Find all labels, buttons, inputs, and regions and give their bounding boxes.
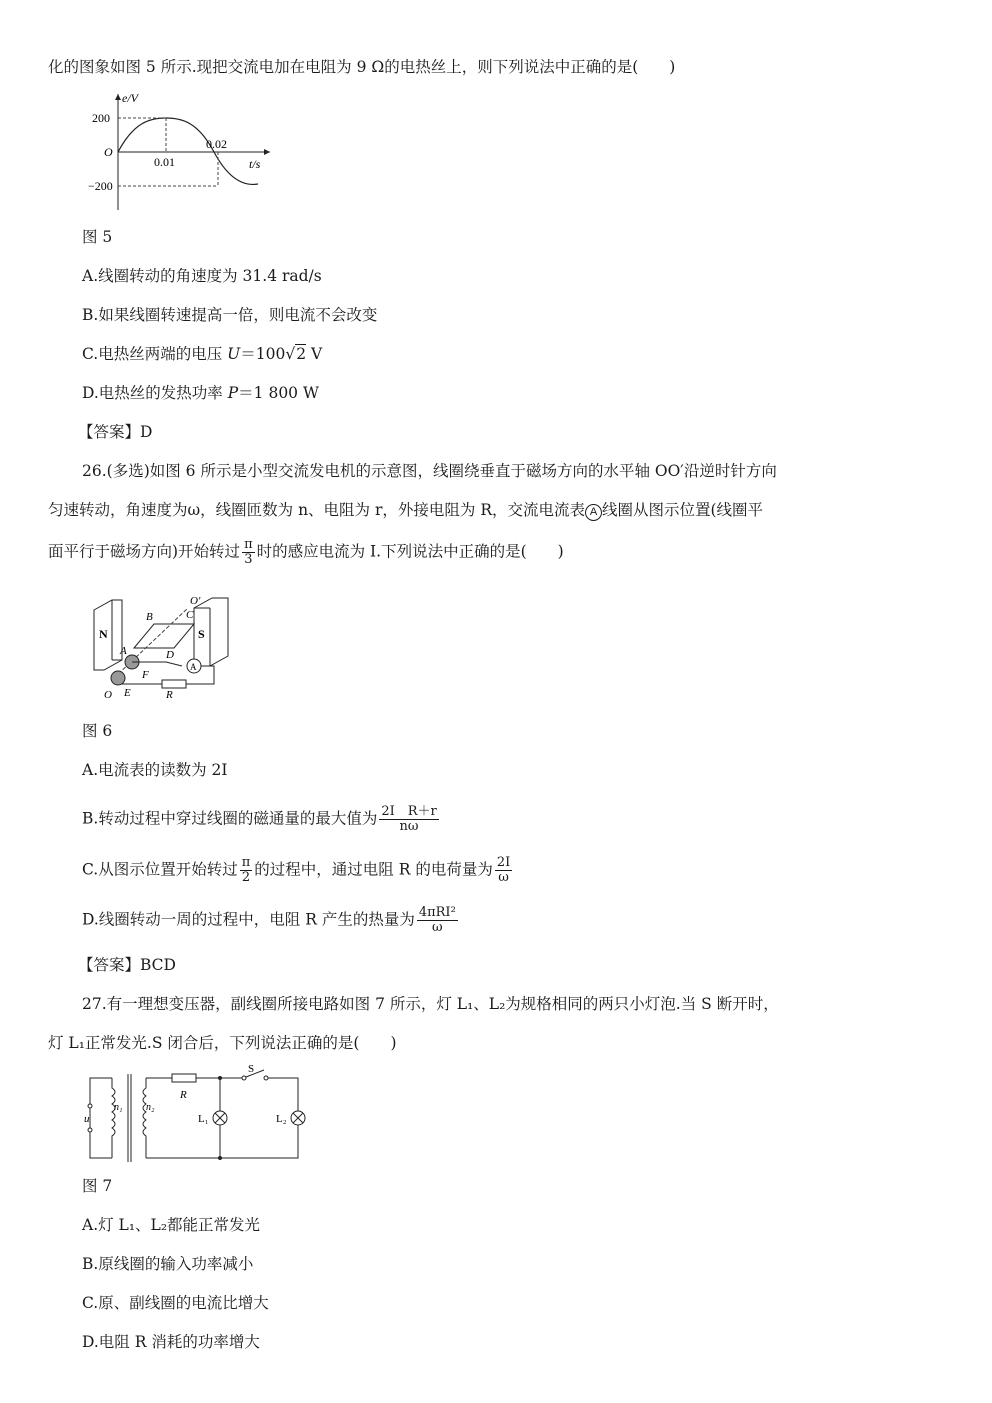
label-n2: n₂ bbox=[146, 1102, 155, 1113]
label-s: S bbox=[248, 1063, 255, 1075]
q27-stem-line2: 灯 L₁正常发光.S 闭合后，下列说法正确的是( ) bbox=[48, 1034, 397, 1052]
label-a: A bbox=[120, 645, 127, 657]
x-tick-001: 0.01 bbox=[154, 155, 175, 169]
label-l1: L₁ bbox=[198, 1113, 209, 1125]
q27-option-d: D.电阻 R 消耗的功率增大 bbox=[82, 1333, 260, 1351]
label-e: E bbox=[124, 687, 131, 699]
label-b: B bbox=[146, 611, 153, 623]
ammeter-label: A bbox=[190, 662, 197, 672]
label-l2: L₂ bbox=[276, 1113, 287, 1125]
q26-option-a: A.电流表的读数为 2I bbox=[82, 761, 228, 779]
magnet-n-label: N bbox=[99, 627, 108, 641]
label-u: u bbox=[84, 1113, 90, 1125]
label-o: O bbox=[104, 689, 112, 701]
q26-option-c: C.从图示位置开始转过 $\frac{\pi}{2}$ 的过程中，通过电阻 R 的电荷量为 $\frac{2I}{\omega}$ bbox=[82, 855, 511, 885]
q25-option-b: B.如果线圈转速提高一倍，则电流不会改变 bbox=[82, 306, 378, 324]
y-axis-label: e/V bbox=[122, 91, 138, 105]
q27-option-a: A.灯 L₁、L₂都能正常发光 bbox=[82, 1216, 261, 1234]
q25-answer: 【答案】D bbox=[78, 423, 153, 441]
figure-5-caption: 图 5 bbox=[82, 228, 113, 246]
q25-option-c: C.电热丝两端的电压 U＝100√2 V bbox=[82, 345, 323, 363]
q26-stem-line2: 匀速转动，角速度为ω，线圈匝数为 n、电阻为 r，外接电阻为 R，交流电流表 A 线圈从图示位置(线圈平 bbox=[48, 501, 764, 519]
magnet-s-label: S bbox=[198, 627, 205, 641]
label-d: D bbox=[166, 649, 174, 661]
q26-answer: 【答案】BCD bbox=[78, 956, 176, 974]
q26-option-b: B.转动过程中穿过线圈的磁通量的最大值为 $\frac{\text{2I R＋r}}{n\omega}$ bbox=[82, 804, 437, 834]
figure-7-caption: 图 7 bbox=[82, 1177, 113, 1195]
q25-option-a: A.线圈转动的角速度为 31.4 rad/s bbox=[82, 267, 322, 285]
x-tick-002: 0.02 bbox=[206, 137, 227, 151]
q27-option-c: C.原、副线圈的电流比增大 bbox=[82, 1294, 269, 1312]
q26-option-d: D.线圈转动一周的过程中，电阻 R 产生的热量为 $\frac{\text{4πRI²}}{\omega}$ bbox=[82, 905, 456, 935]
y-tick-200: 200 bbox=[92, 111, 110, 125]
figure-6-generator bbox=[86, 590, 246, 705]
x-axis-label: t/s bbox=[249, 157, 261, 171]
label-o-prime: O′ bbox=[190, 595, 201, 607]
label-f: F bbox=[142, 669, 149, 681]
figure-5-sine-chart bbox=[88, 88, 278, 213]
figure-7-circuit bbox=[84, 1064, 314, 1164]
origin-label: O bbox=[104, 145, 113, 159]
ammeter-symbol: A bbox=[585, 504, 602, 521]
q25-stem: 化的图象如图 5 所示.现把交流电加在电阻为 9 Ω的电热丝上，则下列说法中正确的是( ) bbox=[48, 58, 676, 76]
q27-option-b: B.原线圈的输入功率减小 bbox=[82, 1255, 254, 1273]
label-c: C bbox=[186, 609, 194, 621]
q27-stem-line1: 27.有一理想变压器，副线圈所接电路如图 7 所示，灯 L₁、L₂为规格相同的两只小灯泡.当 S 断开时， bbox=[82, 995, 779, 1013]
q25-option-d: D.电热丝的发热功率 P＝1 800 W bbox=[82, 384, 319, 402]
label-r: R bbox=[166, 689, 173, 701]
label-n1: n₁ bbox=[114, 1102, 123, 1113]
q26-stem-line3: 面平行于磁场方向)开始转过 $\frac{\pi}{3}$ 时的感应电流为 I.下列说法中正确的是( ) bbox=[48, 537, 564, 567]
y-tick-neg200: −200 bbox=[88, 179, 113, 193]
label-r: R bbox=[180, 1089, 187, 1101]
q26-stem-line1: 26.(多选)如图 6 所示是小型交流发电机的示意图，线圈绕垂直于磁场方向的水平轴 OO′沿逆时针方向 bbox=[82, 462, 777, 480]
figure-6-caption: 图 6 bbox=[82, 722, 113, 740]
